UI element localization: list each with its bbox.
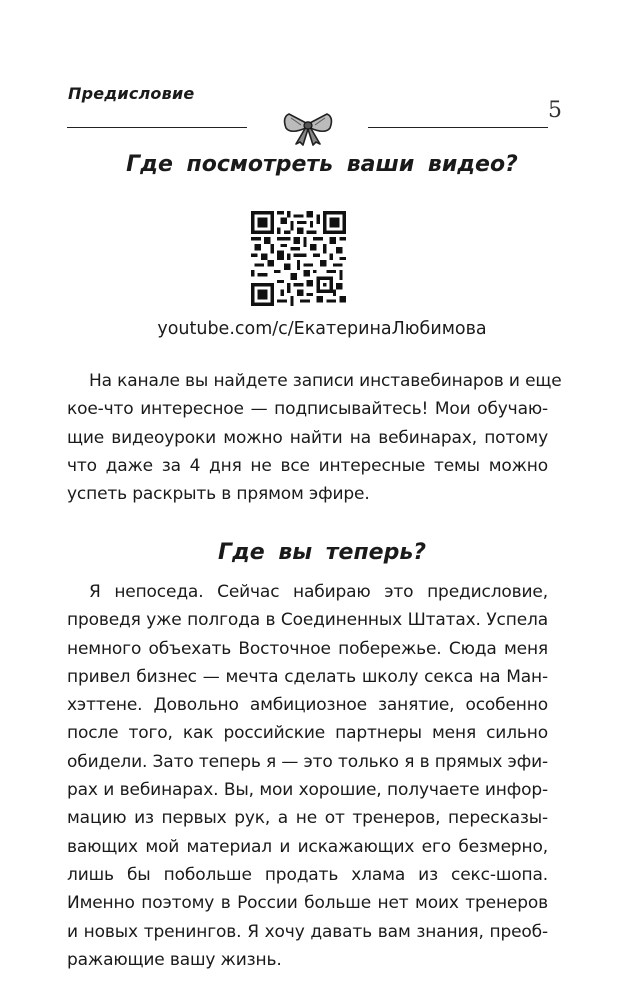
- paragraph-line: ражающие вашу жизнь.: [67, 949, 282, 970]
- paragraph-channel: [67, 367, 562, 508]
- paragraph-line: Я непоседа. Сейчас набираю это предисловие,: [89, 582, 548, 602]
- paragraph-line: проведя уже полгода в Соединенных Штатах. Успела: [67, 610, 548, 631]
- paragraph-line: что даже за 4 дня не все интересные темы можно: [67, 455, 548, 476]
- paragraph-line: немного объехать Восточное побережье. Сюда меня: [67, 638, 548, 659]
- paragraph-line: щие видеоуроки можно найти на вебинарах, потому: [67, 427, 548, 448]
- paragraph-line: вающих мой материал и искажающих его безмерно,: [67, 836, 548, 857]
- paragraph-line: рах и вебинарах. Вы, мои хорошие, получаете инфор-: [67, 780, 548, 801]
- section-heading-where: Где вы теперь?: [217, 540, 427, 565]
- paragraph-where: [67, 578, 548, 974]
- page-number: 5: [548, 98, 562, 123]
- paragraph-line: после того, как российские партнеры меня сильно: [67, 723, 548, 744]
- section-heading-videos: Где посмотреть ваши видео?: [126, 152, 518, 177]
- rule-right: [368, 127, 548, 128]
- paragraph-line: хэттене. Довольно амбициозное занятие, особенно: [67, 695, 548, 716]
- running-head: Предисловие: [68, 84, 195, 103]
- paragraph-line: Именно поэтому в России больше нет моих тренеров: [67, 893, 548, 914]
- paragraph-line: мацию из первых рук, а не от тренеров, пересказы-: [67, 808, 548, 829]
- bow-icon: [279, 108, 337, 146]
- paragraph-line: успеть раскрыть в прямом эфире.: [67, 484, 370, 505]
- paragraph-line: На канале вы найдете записи инставебинаров и еще: [89, 371, 562, 391]
- paragraph-line: кое-что интересное — подписывайтесь! Мои обучаю-: [67, 399, 548, 420]
- paragraph-line: привел бизнес — мечта сделать школу секса на Ман-: [67, 666, 548, 687]
- channel-url: youtube.com/c/ЕкатеринаЛюбимова: [157, 319, 487, 339]
- paragraph-line: обидели. Зато теперь я — это только я в прямых эфи-: [67, 751, 548, 772]
- paragraph-line: лишь бы побольше продать хлама из секс-шопа.: [67, 864, 548, 885]
- qr-code-icon: [251, 211, 346, 306]
- rule-left: [67, 127, 247, 128]
- paragraph-line: и новых тренингов. Я хочу давать вам знания, преоб-: [67, 921, 548, 942]
